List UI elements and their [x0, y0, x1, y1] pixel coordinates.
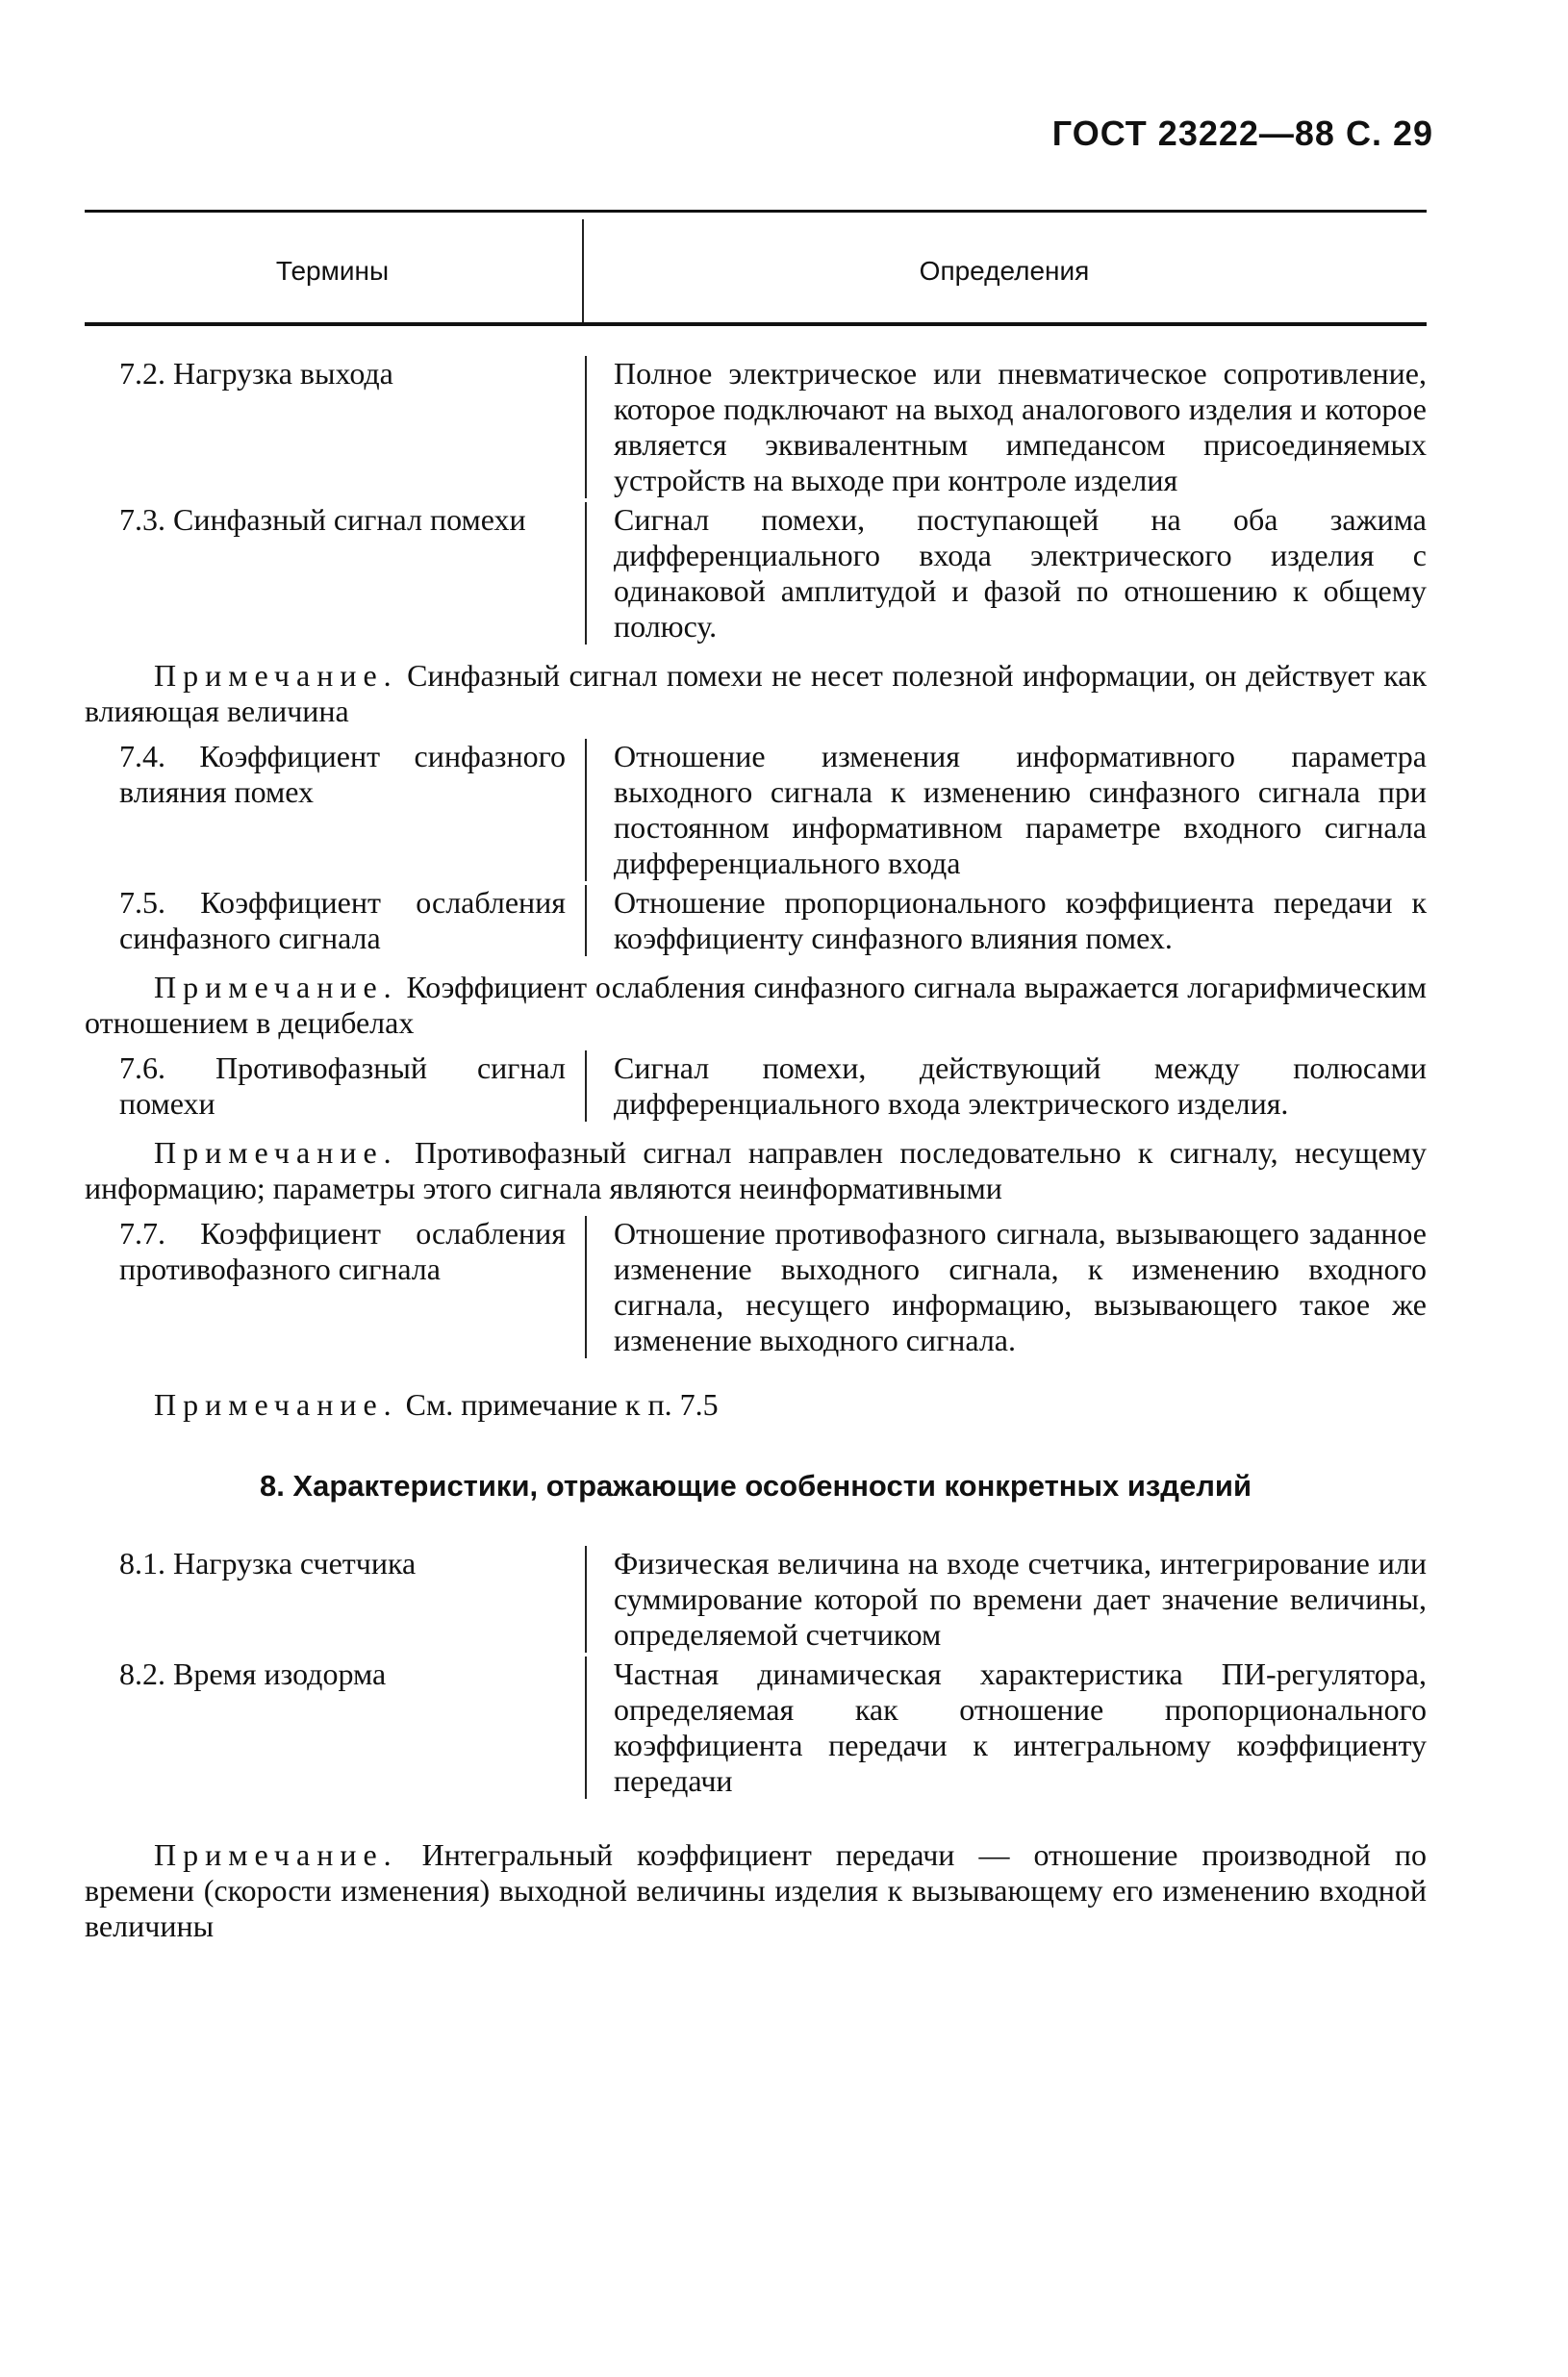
- term: 7.3. Синфазный сигнал помехи: [119, 502, 526, 537]
- column-header-definitions: Определения: [919, 256, 1090, 286]
- definition: Отношение изменения информативного параметра выходного сигнала к изменению синфазного сигнала при постоянном информативном параметре входного сигнала дифференциального входа: [585, 739, 1427, 881]
- term: 8.1. Нагрузка счетчика: [119, 1546, 417, 1580]
- header-column-divider: [582, 219, 584, 322]
- term-row-7-7: [85, 1216, 1427, 1358]
- note: Примечание. Синфазный сигнал помехи не несет полезной информации, он действует как влияющая величина: [85, 658, 1428, 728]
- term: 8.2. Время изодорма: [119, 1656, 387, 1691]
- column-header-terms: Термины: [275, 256, 390, 286]
- section-8-title: 8. Характеристики, отражающие особенности конкретных изделий: [259, 1469, 1252, 1503]
- table-top-rule: [85, 210, 1427, 213]
- term: 7.2. Нагрузка выхода: [119, 356, 393, 391]
- definition: Полное электрическое или пневматическое сопротивление, которое подключают на выход аналогового изделия и которое является эквивалентным импедансом присоединяемых устройств на выходе при контроле изделия: [585, 356, 1427, 498]
- term: 7.5. Коэффициент ослабления синфазного сигнала: [119, 885, 566, 955]
- table-header-rule: [85, 322, 1427, 326]
- term-row-8-1: [85, 1546, 1427, 1653]
- definition: Сигнал помехи, поступающей на оба зажима дифференциального входа электрического изделия с одинаковой амплитудой и фазой по отношению к общему полюсу.: [585, 502, 1427, 645]
- note: Примечание. Коэффициент ослабления синфазного сигнала выражается логарифмическим отношением в децибелах: [85, 970, 1428, 1040]
- term-row-7-4: [85, 739, 1427, 881]
- document-body: [85, 356, 1427, 1954]
- definition: Отношение пропорционального коэффициента передачи к коэффициенту синфазного влияния помех.: [585, 885, 1427, 956]
- definition: Частная динамическая характеристика ПИ-регулятора, определяемая как отношение пропорционального коэффициента передачи к интегральному коэффициенту передачи: [585, 1656, 1427, 1799]
- note: Примечание. См. примечание к п. 7.5: [154, 1387, 719, 1422]
- definition: Отношение противофазного сигнала, вызывающего заданное изменение выходного сигнала, к изменению входного сигнала, несущего информацию, вызывающего такое же изменение выходного сигнала.: [585, 1216, 1427, 1358]
- term-row-7-5: [85, 885, 1427, 956]
- definition: Физическая величина на входе счетчика, интегрирование или суммирование которой по времени дает значение величины, определяемой счетчиком: [585, 1546, 1427, 1653]
- term-row-8-2: [85, 1656, 1427, 1799]
- note: Примечание. Противофазный сигнал направлен последовательно к сигналу, несущему информацию; параметры этого сигнала являются неинформативными: [85, 1135, 1427, 1205]
- page-header: ГОСТ 23222—88 С. 29: [1051, 114, 1433, 153]
- term-row-7-2: [85, 356, 1427, 498]
- term: 7.4. Коэффициент синфазного влияния помех: [119, 739, 566, 809]
- definition: Сигнал помехи, действующий между полюсами дифференциального входа электрического изделия.: [585, 1050, 1427, 1122]
- term: 7.7. Коэффициент ослабления противофазного сигнала: [119, 1216, 566, 1286]
- term-row-7-3: [85, 502, 1427, 645]
- note: Примечание. Интегральный коэффициент передачи — отношение производной по времени (скорости изменения) выходной величины изделия к вызывающему его изменению входной величины: [85, 1837, 1428, 1943]
- term: 7.6. Противофазный сигнал помехи: [119, 1050, 566, 1121]
- term-row-7-6: [85, 1050, 1427, 1122]
